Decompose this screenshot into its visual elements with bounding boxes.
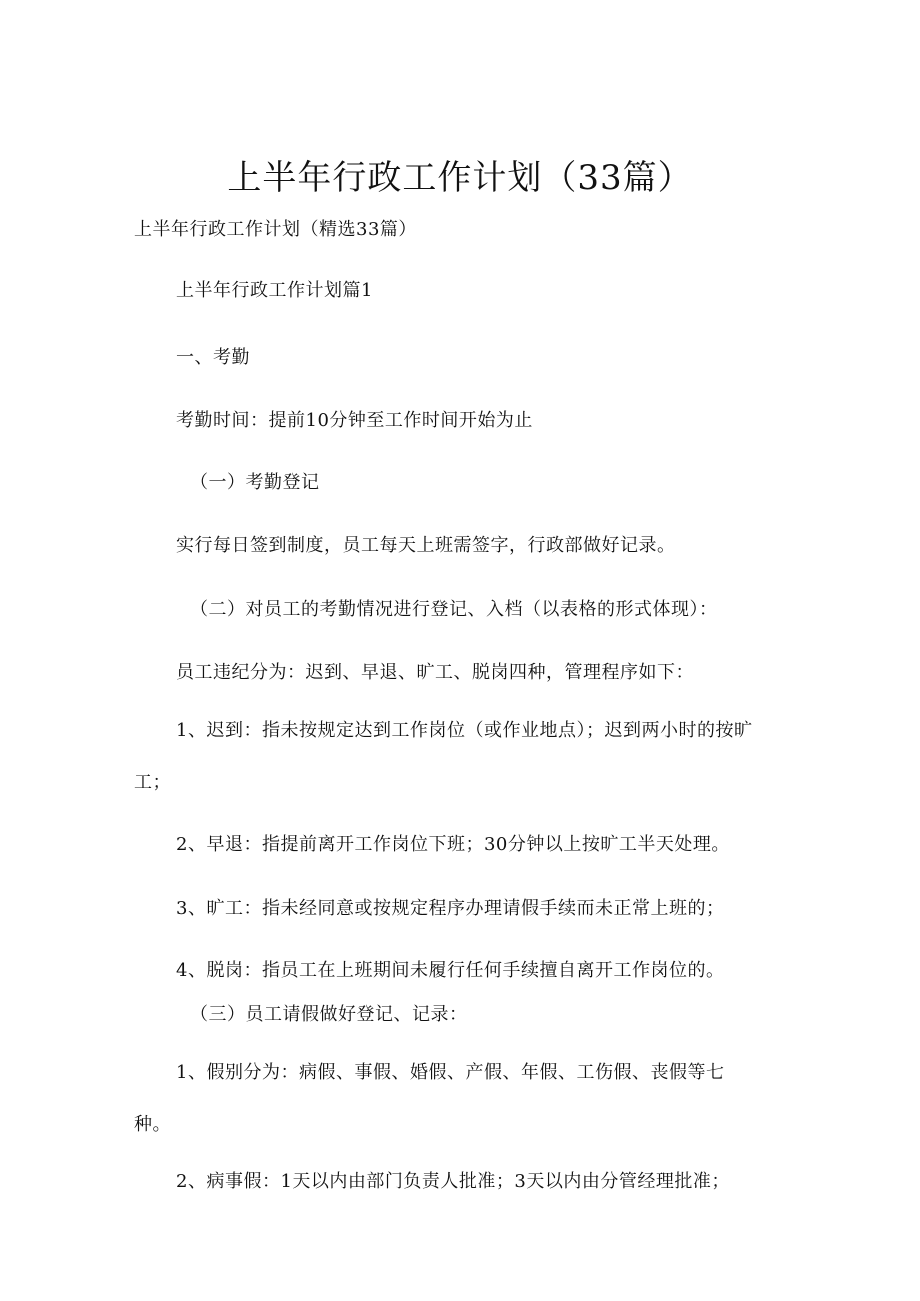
paragraph: 1、迟到：指未按规定达到工作岗位（或作业地点）；迟到两小时的按旷工； xyxy=(134,720,753,793)
paragraph: 实行每日签到制度，员工每天上班需签字，行政部做好记录。 xyxy=(176,535,676,556)
paragraph: 2、病事假：1天以内由部门负责人批准；3天以内由分管经理批准； xyxy=(176,1171,730,1192)
paragraph: 2、早退：指提前离开工作岗位下班；30分钟以上按旷工半天处理。 xyxy=(176,834,730,855)
paragraph: 3、旷工：指未经同意或按规定程序办理请假手续而未正常上班的； xyxy=(176,898,725,919)
paragraph: 1、假别分为：病假、事假、婚假、产假、年假、工伤假、丧假等七种。 xyxy=(134,1062,725,1135)
paragraph: 考勤时间：提前10分钟至工作时间开始为止 xyxy=(176,410,533,431)
document-title: 上半年行政工作计划（33篇） xyxy=(227,158,693,198)
paragraph: （三）员工请假做好登记、记录： xyxy=(190,1004,468,1025)
paragraph: 上半年行政工作计划篇1 xyxy=(176,280,373,301)
paragraph: 4、脱岗：指员工在上班期间未履行任何手续擅自离开工作岗位的。 xyxy=(176,960,725,981)
paragraph: （二）对员工的考勤情况进行登记、入档（以表格的形式体现）： xyxy=(190,599,718,620)
document-subtitle: 上半年行政工作计划（精选33篇） xyxy=(134,219,417,240)
paragraph: 员工违纪分为：迟到、早退、旷工、脱岗四种，管理程序如下： xyxy=(176,662,694,683)
paragraph: 一、考勤 xyxy=(176,347,250,368)
paragraph: （一）考勤登记 xyxy=(190,472,320,493)
